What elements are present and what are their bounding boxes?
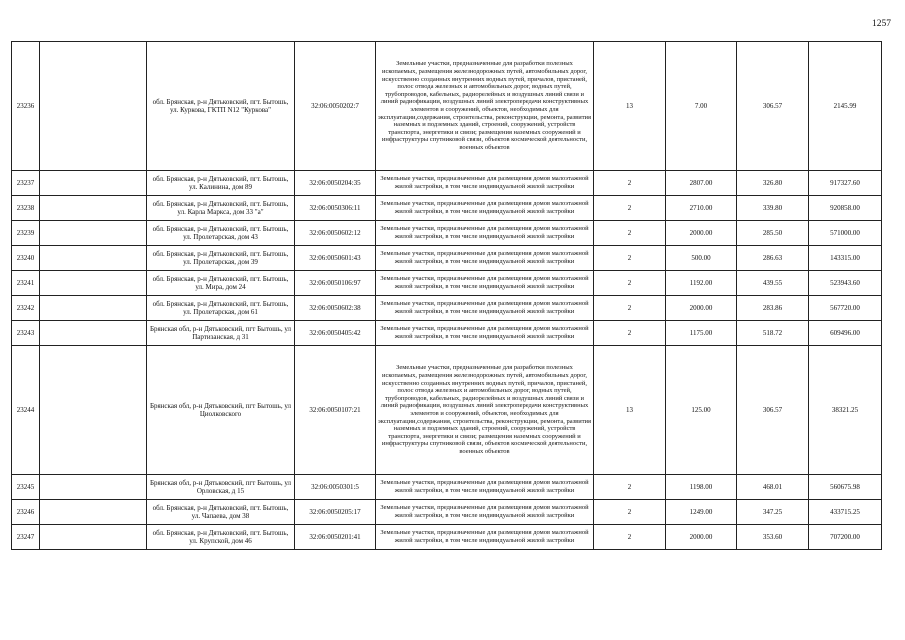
- table-row: [12, 221, 882, 246]
- cadastral-value-cell: 2145.99: [809, 42, 882, 171]
- cadastral-number-cell: 32:06:0050602:12: [295, 221, 376, 246]
- address-cell: обл. Брянская, р-н Дятьковский, пгт. Бытошь, ул. Пролетарская, дом 43: [147, 221, 295, 246]
- row-id-cell: 23246: [12, 500, 40, 525]
- empty-cell: [40, 196, 147, 221]
- use-group-code-cell: 2: [594, 246, 666, 271]
- use-group-code-cell: 13: [594, 42, 666, 171]
- area-cell: 2000.00: [666, 525, 737, 550]
- empty-cell: [40, 271, 147, 296]
- specific-value-cell: 439.55: [737, 271, 809, 296]
- specific-value-cell: 306.57: [737, 42, 809, 171]
- table-row: [12, 346, 882, 475]
- cadastral-number-cell: 32:06:0050107:21: [295, 346, 376, 475]
- use-group-code-cell: 13: [594, 346, 666, 475]
- table-row: [12, 525, 882, 550]
- address-cell: обл. Брянская, р-н Дятьковский, пгт. Бытошь, ул. Карла Маркса, дом 33 "а": [147, 196, 295, 221]
- empty-cell: [40, 246, 147, 271]
- page-number: 1257: [872, 19, 891, 29]
- specific-value-cell: 518.72: [737, 321, 809, 346]
- empty-cell: [40, 500, 147, 525]
- cadastral-value-cell: 920858.00: [809, 196, 882, 221]
- land-registry-table: [11, 41, 882, 550]
- row-id-cell: 23244: [12, 346, 40, 475]
- specific-value-cell: 347.25: [737, 500, 809, 525]
- table-row: [12, 246, 882, 271]
- area-cell: 2000.00: [666, 296, 737, 321]
- row-id-cell: 23247: [12, 525, 40, 550]
- specific-value-cell: 339.80: [737, 196, 809, 221]
- address-cell: обл. Брянская, р-н Дятьковский, пгт. Бытошь, ул. Мира, дом 24: [147, 271, 295, 296]
- cadastral-value-cell: 560675.98: [809, 475, 882, 500]
- specific-value-cell: 326.80: [737, 171, 809, 196]
- empty-cell: [40, 296, 147, 321]
- land-use-description-cell: Земельные участки, предназначенные для размещения домов малоэтажной жилой застройки, в том числе индивидуальной жилой застройки: [376, 221, 594, 246]
- cadastral-value-cell: 567720.00: [809, 296, 882, 321]
- cadastral-value-cell: 571000.00: [809, 221, 882, 246]
- cadastral-number-cell: 32:06:0050602:38: [295, 296, 376, 321]
- cadastral-number-cell: 32:06:0050106:97: [295, 271, 376, 296]
- specific-value-cell: 283.86: [737, 296, 809, 321]
- area-cell: 1198.00: [666, 475, 737, 500]
- use-group-code-cell: 2: [594, 500, 666, 525]
- row-id-cell: 23240: [12, 246, 40, 271]
- area-cell: 7.00: [666, 42, 737, 171]
- table-row: [12, 171, 882, 196]
- use-group-code-cell: 2: [594, 221, 666, 246]
- use-group-code-cell: 2: [594, 271, 666, 296]
- row-id-cell: 23239: [12, 221, 40, 246]
- row-id-cell: 23238: [12, 196, 40, 221]
- row-id-cell: 23241: [12, 271, 40, 296]
- cadastral-value-cell: 433715.25: [809, 500, 882, 525]
- area-cell: 2710.00: [666, 196, 737, 221]
- specific-value-cell: 285.50: [737, 221, 809, 246]
- cadastral-number-cell: 32:06:0050306:11: [295, 196, 376, 221]
- specific-value-cell: 306.57: [737, 346, 809, 475]
- land-use-description-cell: Земельные участки, предназначенные для разработки полезных ископаемых, размещения железнодорожных путей, автомобильных дорог, искусственно созданных внутренних водных путей, причалов, пристаней, полос отвода железных и автомобильных дорог, водных путей, трубопроводов, кабельных, радиорелейных и воздушных линий связи и линий радиофикации, воздушных линий электропередачи конструктивных элементов и сооружений, объектов, необходимых для эксплуатации,содержания, строительства, реконструкции, ремонта, развития наземных и подземных зданий, строений, сооружений, устройств транспорта, энергетики и связи; размещения наземных сооружений и инфраструктуры спутниковой связи, объектов космической деятельности, военных объектов: [376, 346, 594, 475]
- cadastral-number-cell: 32:06:0050205:17: [295, 500, 376, 525]
- address-cell: Брянская обл, р-н Дятьковский, пгт Бытошь, ул Партизанская, д 31: [147, 321, 295, 346]
- cadastral-value-cell: 917327.60: [809, 171, 882, 196]
- land-use-description-cell: Земельные участки, предназначенные для размещения домов малоэтажной жилой застройки, в том числе индивидуальной жилой застройки: [376, 475, 594, 500]
- table-row: [12, 475, 882, 500]
- cadastral-value-cell: 707200.00: [809, 525, 882, 550]
- empty-cell: [40, 321, 147, 346]
- row-id-cell: 23236: [12, 42, 40, 171]
- land-use-description-cell: Земельные участки, предназначенные для размещения домов малоэтажной жилой застройки, в том числе индивидуальной жилой застройки: [376, 321, 594, 346]
- cadastral-value-cell: 143315.00: [809, 246, 882, 271]
- address-cell: обл. Брянская, р-н Дятьковский, пгт. Бытошь, ул. Куркова, ГКТП N12 "Куркова": [147, 42, 295, 171]
- use-group-code-cell: 2: [594, 321, 666, 346]
- empty-cell: [40, 221, 147, 246]
- table-row: [12, 500, 882, 525]
- address-cell: обл. Брянская, р-н Дятьковский, пгт. Бытошь, ул. Пролетарская, дом 61: [147, 296, 295, 321]
- cadastral-number-cell: 32:06:0050601:43: [295, 246, 376, 271]
- address-cell: Брянская обл, р-н Дятьковский, пгт Бытошь, ул Циолковского: [147, 346, 295, 475]
- land-use-description-cell: Земельные участки, предназначенные для разработки полезных ископаемых, размещения железнодорожных путей, автомобильных дорог, искусственно созданных внутренних водных путей, причалов, пристаней, полос отвода железных и автомобильных дорог, водных путей, трубопроводов, кабельных, радиорелейных и воздушных линий связи и линий радиофикации, воздушных линий электропередачи конструктивных элементов и сооружений, объектов, необходимых для эксплуатации,содержания, строительства, реконструкции, ремонта, развития наземных и подземных зданий, строений, сооружений, устройств транспорта, энергетики и связи; размещения наземных сооружений и инфраструктуры спутниковой связи, объектов космической деятельности, военных объектов: [376, 42, 594, 171]
- use-group-code-cell: 2: [594, 196, 666, 221]
- row-id-cell: 23243: [12, 321, 40, 346]
- area-cell: 500.00: [666, 246, 737, 271]
- land-use-description-cell: Земельные участки, предназначенные для размещения домов малоэтажной жилой застройки, в том числе индивидуальной жилой застройки: [376, 500, 594, 525]
- address-cell: обл. Брянская, р-н Дятьковский, пгт. Бытошь, ул. Крупской, дом 46: [147, 525, 295, 550]
- cadastral-number-cell: 32:06:0050405:42: [295, 321, 376, 346]
- cadastral-number-cell: 32:06:0050204:35: [295, 171, 376, 196]
- address-cell: обл. Брянская, р-н Дятьковский, пгт. Бытошь, ул. Пролетарская, дом 39: [147, 246, 295, 271]
- table-row: [12, 321, 882, 346]
- area-cell: 1192.00: [666, 271, 737, 296]
- cadastral-value-cell: 38321.25: [809, 346, 882, 475]
- area-cell: 2807.00: [666, 171, 737, 196]
- specific-value-cell: 468.01: [737, 475, 809, 500]
- empty-cell: [40, 171, 147, 196]
- address-cell: обл. Брянская, р-н Дятьковский, пгт. Бытошь, ул. Калинина, дом 89: [147, 171, 295, 196]
- cadastral-number-cell: 32:06:0050201:41: [295, 525, 376, 550]
- land-use-description-cell: Земельные участки, предназначенные для размещения домов малоэтажной жилой застройки, в том числе индивидуальной жилой застройки: [376, 171, 594, 196]
- empty-cell: [40, 475, 147, 500]
- row-id-cell: 23237: [12, 171, 40, 196]
- empty-cell: [40, 525, 147, 550]
- land-use-description-cell: Земельные участки, предназначенные для размещения домов малоэтажной жилой застройки, в том числе индивидуальной жилой застройки: [376, 271, 594, 296]
- land-use-description-cell: Земельные участки, предназначенные для размещения домов малоэтажной жилой застройки, в том числе индивидуальной жилой застройки: [376, 525, 594, 550]
- table-row: [12, 196, 882, 221]
- cadastral-number-cell: 32:06:0050202:7: [295, 42, 376, 171]
- area-cell: 1175.00: [666, 321, 737, 346]
- empty-cell: [40, 346, 147, 475]
- cadastral-value-cell: 523943.60: [809, 271, 882, 296]
- use-group-code-cell: 2: [594, 475, 666, 500]
- land-use-description-cell: Земельные участки, предназначенные для размещения домов малоэтажной жилой застройки, в том числе индивидуальной жилой застройки: [376, 246, 594, 271]
- table-row: [12, 42, 882, 171]
- table-row: [12, 296, 882, 321]
- address-cell: обл. Брянская, р-н Дятьковский, пгт. Бытошь, ул. Чапаева, дом 38: [147, 500, 295, 525]
- specific-value-cell: 286.63: [737, 246, 809, 271]
- land-use-description-cell: Земельные участки, предназначенные для размещения домов малоэтажной жилой застройки, в том числе индивидуальной жилой застройки: [376, 296, 594, 321]
- row-id-cell: 23242: [12, 296, 40, 321]
- address-cell: Брянская обл, р-н Дятьковский, пгт Бытошь, ул Орловская, д 15: [147, 475, 295, 500]
- cadastral-value-cell: 609496.00: [809, 321, 882, 346]
- table-row: [12, 271, 882, 296]
- area-cell: 1249.00: [666, 500, 737, 525]
- empty-cell: [40, 42, 147, 171]
- use-group-code-cell: 2: [594, 525, 666, 550]
- land-use-description-cell: Земельные участки, предназначенные для размещения домов малоэтажной жилой застройки, в том числе индивидуальной жилой застройки: [376, 196, 594, 221]
- use-group-code-cell: 2: [594, 296, 666, 321]
- cadastral-number-cell: 32:06:0050301:5: [295, 475, 376, 500]
- table-body: [12, 42, 882, 550]
- area-cell: 125.00: [666, 346, 737, 475]
- use-group-code-cell: 2: [594, 171, 666, 196]
- row-id-cell: 23245: [12, 475, 40, 500]
- specific-value-cell: 353.60: [737, 525, 809, 550]
- area-cell: 2000.00: [666, 221, 737, 246]
